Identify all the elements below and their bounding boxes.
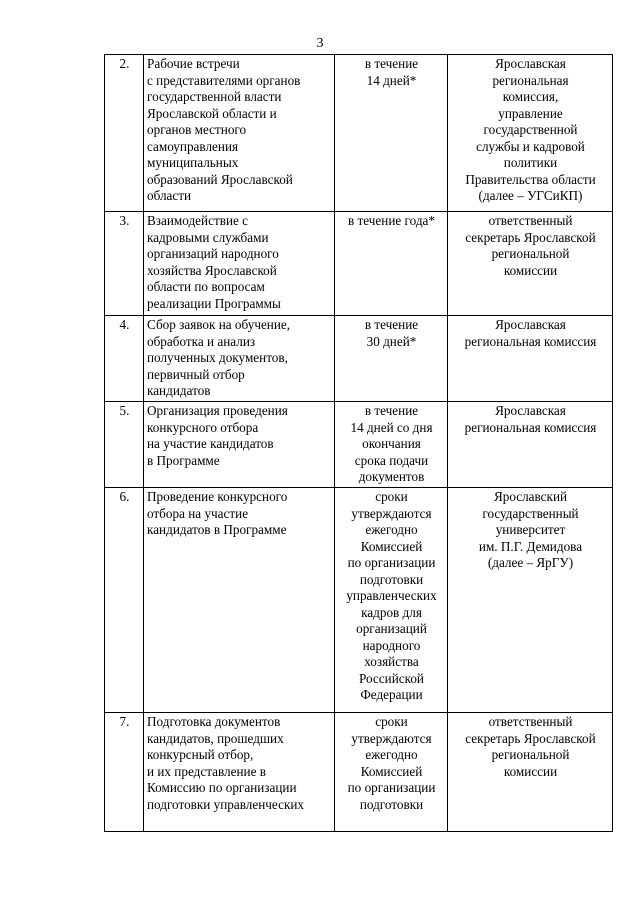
page-number: 3: [316, 36, 324, 51]
action-cell: Подготовка документов кандидатов, прошедших конкурсный отбор, и их представление в Комиссию по организации подготовки управленческих: [144, 713, 335, 832]
table-row: [105, 316, 613, 402]
plan-table: [104, 54, 613, 832]
row-number: 2.: [105, 55, 144, 212]
action-cell: Взаимодействие с кадровыми службами организаций народного хозяйства Ярославской области по вопросам реализации Программы: [144, 212, 335, 316]
term-cell: в течение 14 дней со дня окончания срока подачи документов: [335, 402, 448, 488]
responsible-cell: Ярославская региональная комиссия: [448, 316, 613, 402]
row-number: 3.: [105, 212, 144, 316]
row-number: 4.: [105, 316, 144, 402]
row-number: 6.: [105, 488, 144, 713]
responsible-cell: Ярославская региональная комиссия, управление государственной службы и кадровой политики Правительства области (далее – УГСиКП): [448, 55, 613, 212]
term-cell: сроки утверждаются ежегодно Комиссией по организации подготовки управленческих кадров для организаций народного хозяйства Российской Федерации: [335, 488, 448, 713]
table-row: [105, 713, 613, 832]
table-row: [105, 55, 613, 212]
responsible-cell: ответственный секретарь Ярославской региональной комиссии: [448, 713, 613, 832]
term-cell: в течение 30 дней*: [335, 316, 448, 402]
action-cell: Проведение конкурсного отбора на участие кандидатов в Программе: [144, 488, 335, 713]
table-row: [105, 212, 613, 316]
responsible-cell: Ярославский государственный университет им. П.Г. Демидова (далее – ЯрГУ): [448, 488, 613, 713]
action-cell: Организация проведения конкурсного отбора на участие кандидатов в Программе: [144, 402, 335, 488]
responsible-cell: ответственный секретарь Ярославской региональной комиссии: [448, 212, 613, 316]
term-cell: в течение 14 дней*: [335, 55, 448, 212]
table-row: [105, 488, 613, 713]
responsible-cell: Ярославская региональная комиссия: [448, 402, 613, 488]
table-row: [105, 402, 613, 488]
row-number: 5.: [105, 402, 144, 488]
action-cell: Рабочие встречи с представителями органов государственной власти Ярославской области и органов местного самоуправления муниципальных образований Ярославской области: [144, 55, 335, 212]
action-cell: Сбор заявок на обучение, обработка и анализ полученных документов, первичный отбор кандидатов: [144, 316, 335, 402]
term-cell: в течение года*: [335, 212, 448, 316]
term-cell: сроки утверждаются ежегодно Комиссией по организации подготовки: [335, 713, 448, 832]
row-number: 7.: [105, 713, 144, 832]
